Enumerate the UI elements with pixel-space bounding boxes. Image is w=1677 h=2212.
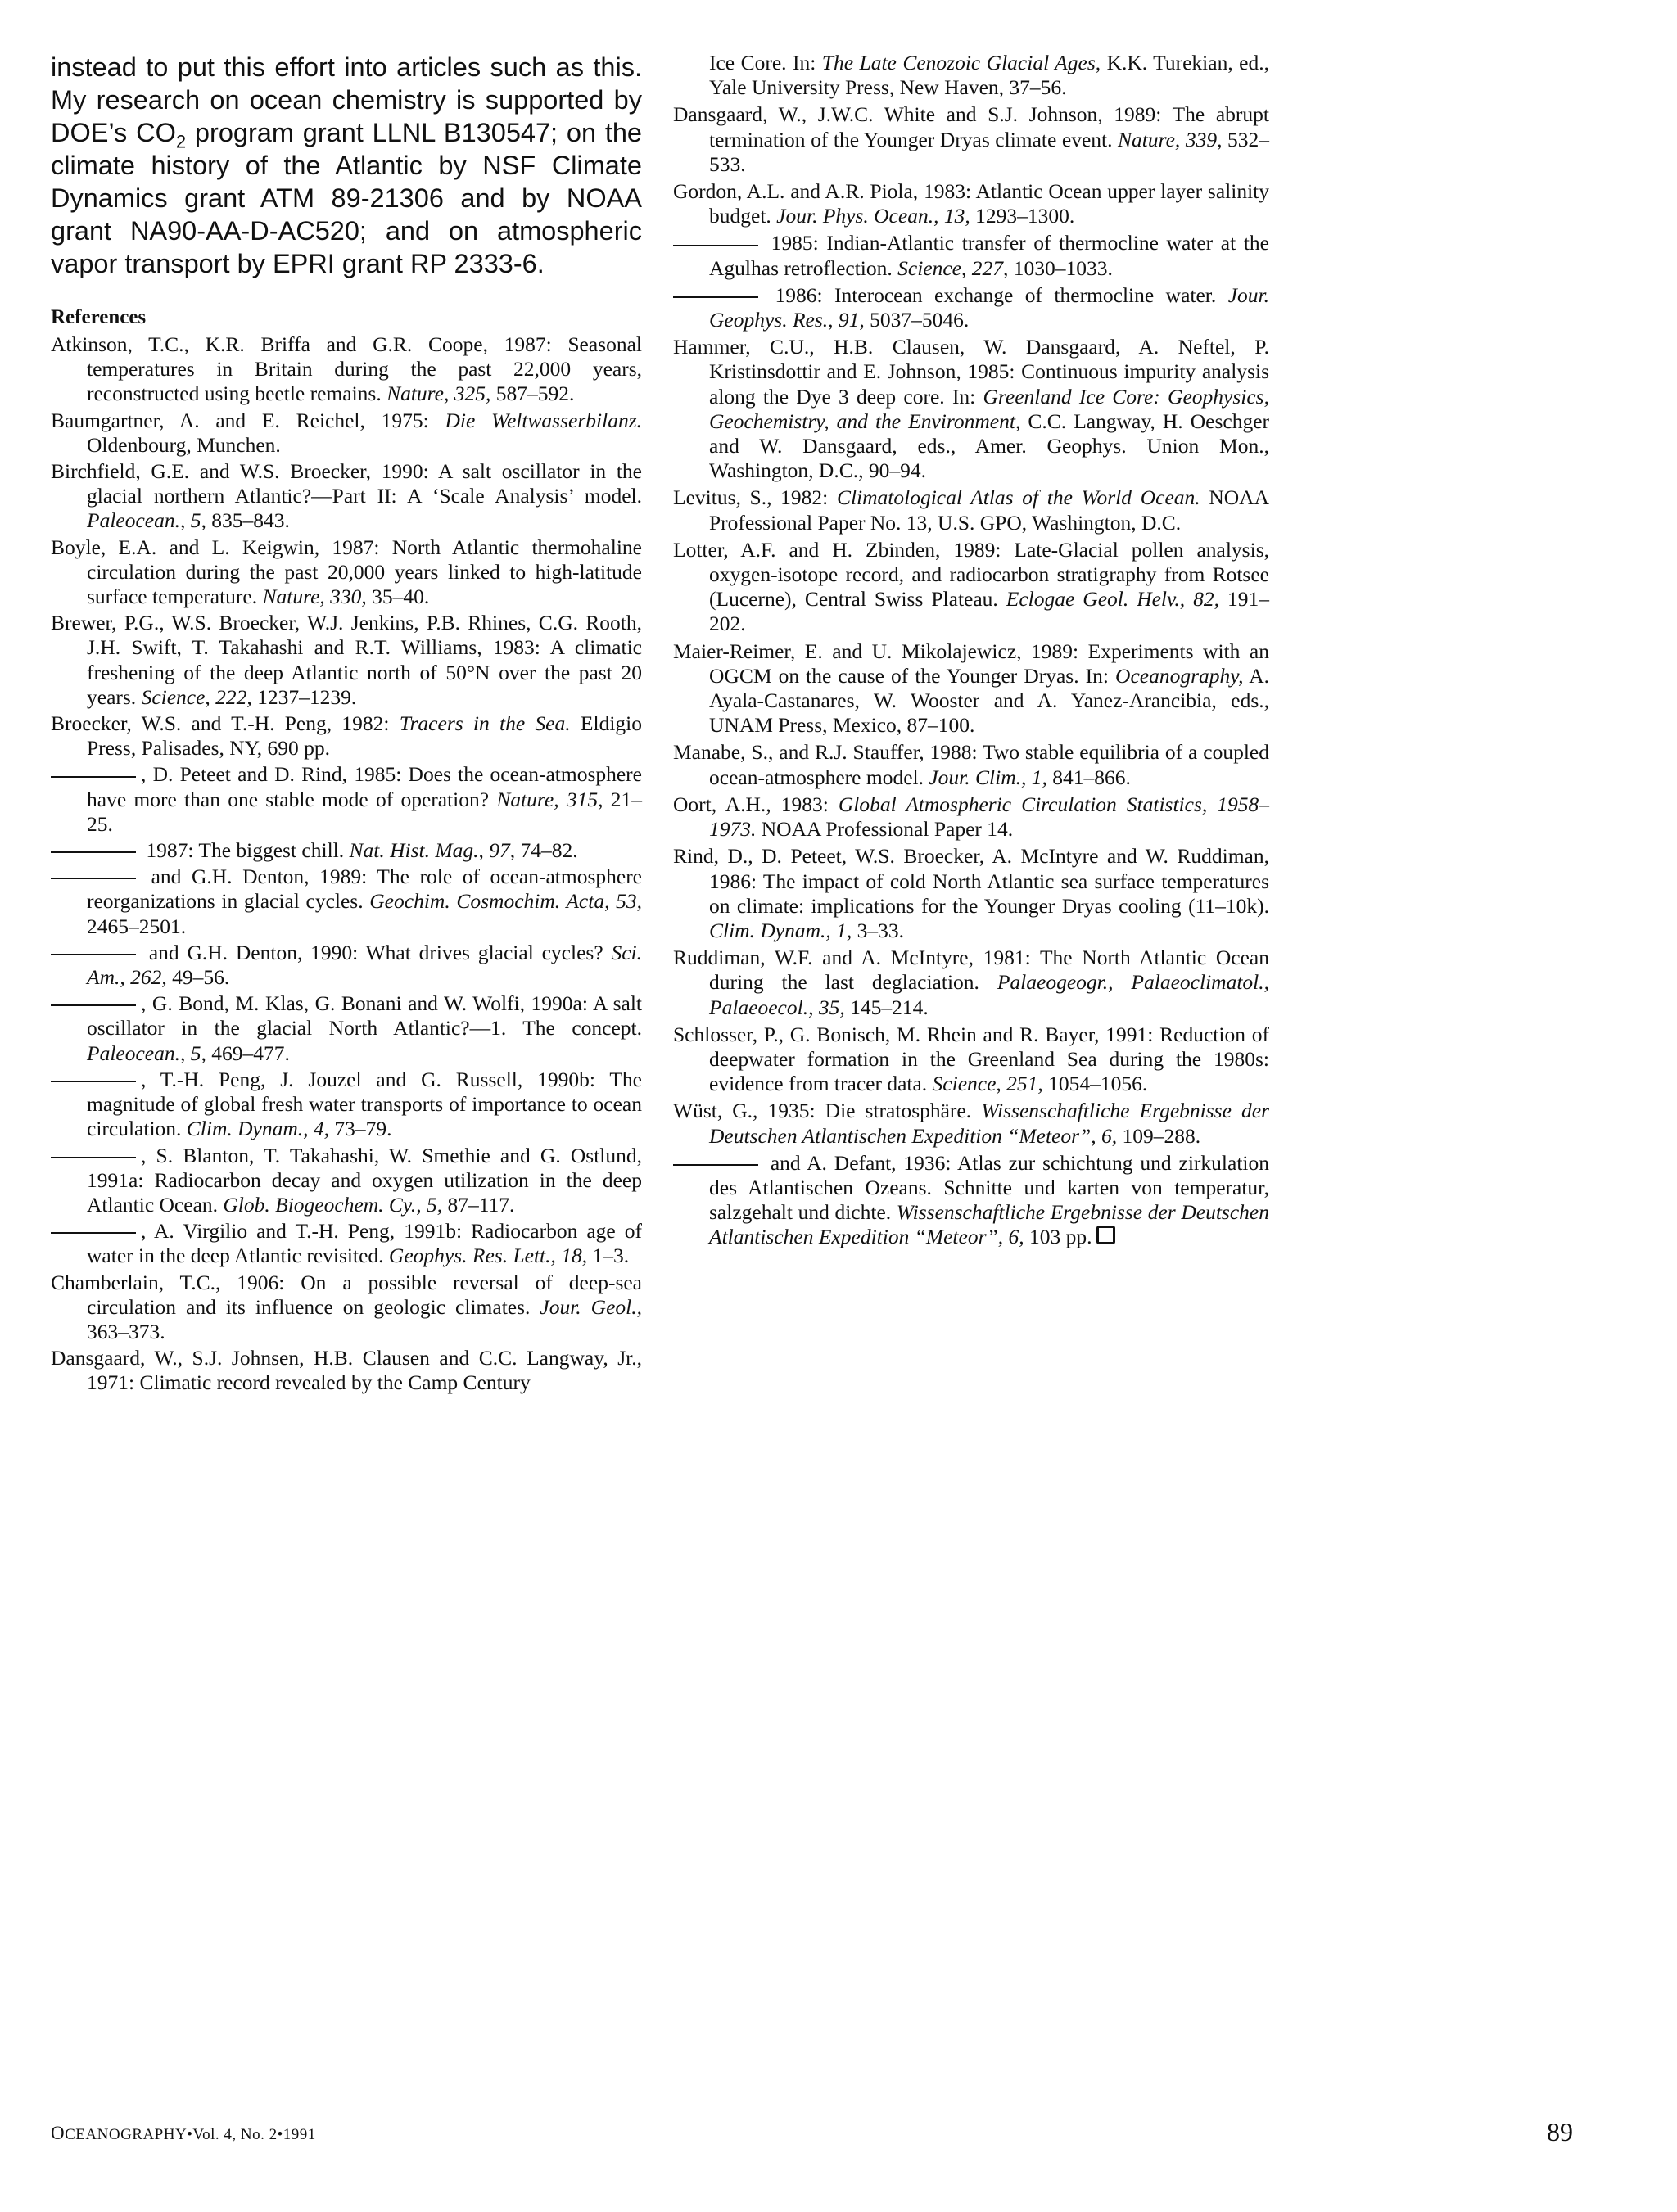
reference-pages: 103 pp. <box>1024 1225 1092 1249</box>
reference-italic: Jour. Geophys. Res., 91, <box>709 282 1269 332</box>
repeated-author-rule <box>673 1164 758 1166</box>
reference-text: and A. Defant, 1936: Atlas zur schichtung und zirkulation des Atlantischen Ozeans. Schnitte und karten von temperatur, salzgehalt und dichte. <box>709 1150 1269 1225</box>
repeated-author-rule <box>51 776 136 778</box>
reference-pages: Oldenbourg, Munchen. <box>87 432 281 457</box>
reference-text: Levitus, S., 1982: <box>673 485 837 510</box>
reference-pages: 145–214. <box>844 995 929 1019</box>
reference-text: Wüst, G., 1935: Die stratosphäre. <box>673 1099 982 1123</box>
reference-pages: K.K. Turekian, ed., Yale University Press, New Haven, 37–56. <box>709 51 1269 100</box>
reference-text: Oort, A.H., 1983: <box>673 792 838 816</box>
reference-italic: Jour. Geol., <box>540 1294 642 1319</box>
reference-entry <box>51 409 642 458</box>
reference-entry <box>51 535 642 610</box>
repeated-author-rule <box>51 954 136 955</box>
reference-italic: Sci. Am., 262, <box>87 940 642 990</box>
reference-text: Dansgaard, W., S.J. Johnsen, H.B. Clausen and C.C. Langway, Jr., 1971: Climatic record revealed by the Camp Century <box>51 1346 642 1395</box>
reference-entry <box>673 538 1269 637</box>
journal-footer-initial: O <box>51 2123 66 2143</box>
reference-pages: 35–40. <box>366 585 430 609</box>
reference-text: , S. Blanton, T. Takahashi, W. Smethie and G. Ostlund, 1991a: Radiocarbon decay and oxygen utilization in the deep Atlantic Ocean. <box>87 1143 642 1217</box>
reference-italic: Clim. Dynam., 4, <box>186 1117 330 1141</box>
reference-entry <box>673 946 1269 1020</box>
reference-italic: Nature, 315, <box>496 787 603 811</box>
reference-pages: A. Ayala-Castanares, W. Wooster and A. Yanez-Arancibia, eds., UNAM Press, Mexico, 87–100. <box>709 663 1270 738</box>
reference-entry <box>51 1144 642 1218</box>
reference-pages: NOAA Professional Paper No. 13, U.S. GPO, Washington, D.C. <box>709 485 1269 535</box>
reference-pages: 835–843. <box>206 508 290 533</box>
reference-text: Dansgaard, W., J.W.C. White and S.J. Johnson, 1989: The abrupt termination of the Younger Dryas climate event. <box>673 102 1269 151</box>
reference-text: Manabe, S., and R.J. Stauffer, 1988: Two stable equilibria of a coupled ocean-atmosphere model. <box>673 740 1269 789</box>
end-of-article-icon <box>1096 1226 1115 1244</box>
reference-entry <box>51 941 642 990</box>
reference-italic: Climatological Atlas of the World Ocean. <box>836 485 1200 510</box>
reference-entry <box>673 335 1269 483</box>
reference-text: and G.H. Denton, 1989: The role of ocean-atmosphere reorganizations in glacial cycles. <box>87 864 642 914</box>
reference-italic: Oceanography, <box>1115 663 1244 688</box>
reference-pages: 3–33. <box>852 918 904 942</box>
reference-pages: 74–82. <box>515 838 578 863</box>
reference-text: Baumgartner, A. and E. Reichel, 1975: <box>51 408 445 432</box>
reference-entry <box>51 611 642 710</box>
reference-entry <box>673 1022 1269 1097</box>
reference-pages: 1237–1239. <box>251 684 357 709</box>
reference-entry <box>673 231 1269 280</box>
reference-italic: Nature, 339, <box>1118 127 1223 151</box>
page-number: 89 <box>1547 2117 1573 2147</box>
reference-italic: Jour. Phys. Ocean., 13, <box>776 204 970 228</box>
reference-text: Maier-Reimer, E. and U. Mikolajewicz, 1989: Experiments with an OGCM on the cause of the Younger Dryas. In: <box>673 639 1269 688</box>
reference-pages: 1030–1033. <box>1008 255 1113 280</box>
reference-entry <box>673 102 1269 177</box>
acknowledgment-subscript: 2 <box>175 131 187 152</box>
repeated-author-rule <box>51 1081 136 1082</box>
reference-italic: Wissenschaftliche Ergebnisse der Deutschen Atlantischen Expedition “Meteor”, 6, <box>709 1099 1269 1148</box>
reference-text: 1986: Interocean exchange of thermocline water. <box>763 282 1228 307</box>
reference-text: Ruddiman, W.F. and A. McIntyre, 1981: The North Atlantic Ocean during the last deglaciation. <box>673 946 1269 995</box>
reference-text: Hammer, C.U., H.B. Clausen, W. Dansgaard, A. Neftel, P. Kristinsdottir and E. Johnson, 1985: Continuous impurity analysis along the Dye 3 deep core. In: <box>673 335 1269 409</box>
right-reference-list <box>673 51 1269 1250</box>
reference-entry <box>51 459 642 534</box>
reference-text: Boyle, E.A. and L. Keigwin, 1987: North Atlantic thermohaline circulation during the past 20,000 years linked to high-latitude surface temperature. <box>51 535 642 609</box>
acknowledgment-text-2: program grant LLNL B130547; on the climate history of the Atlantic by NSF Climate Dynamics grant ATM 89-21306 and by NOAA grant NA90-AA-D-AC520; and on atmospheric vapor transport by EPRI grant RP 2333-6. <box>51 118 643 278</box>
reference-text: Gordon, A.L. and A.R. Piola, 1983: Atlantic Ocean upper layer salinity budget. <box>673 179 1269 228</box>
reference-italic: Tracers in the Sea. <box>399 711 571 736</box>
reference-italic: Science, 251, <box>932 1072 1043 1096</box>
reference-text: Schlosser, P., G. Bonisch, M. Rhein and R. Bayer, 1991: Reduction of deepwater formation in the Greenland Sea during the 1980s: evidence from tracer data. <box>673 1022 1269 1096</box>
reference-entry <box>51 1219 642 1268</box>
reference-italic: Eclogae Geol. Helv., 82, <box>1006 587 1220 612</box>
reference-entry <box>673 179 1269 228</box>
reference-italic: Science, 222, <box>141 684 252 709</box>
reference-italic: Palaeogeogr., Palaeoclimatol., Palaeoecol., 35, <box>709 970 1269 1019</box>
reference-text: , A. Virgilio and T.-H. Peng, 1991b: Radiocarbon age of water in the deep Atlantic revisited. <box>87 1219 642 1268</box>
reference-pages: 5037–5046. <box>864 308 970 332</box>
reference-italic: Jour. Clim., 1, <box>929 765 1047 789</box>
reference-text: , G. Bond, M. Klas, G. Bonani and W. Wolfi, 1990a: A salt oscillator in the glacial North Atlantic?—1. The concept. <box>87 991 642 1041</box>
reference-pages: 841–866. <box>1046 765 1131 789</box>
reference-pages: 87–117. <box>442 1192 515 1217</box>
reference-pages: 21–25. <box>87 787 643 836</box>
reference-text: Lotter, A.F. and H. Zbinden, 1989: Late-Glacial pollen analysis, oxygen-isotope record, and radiocarbon stratigraphy from Rotsee (Lucerne), Central Swiss Plateau. <box>673 537 1269 612</box>
reference-italic: Wissenschaftliche Ergebnisse der Deutschen Atlantischen Expedition “Meteor”, 6, <box>709 1200 1269 1249</box>
reference-italic: Nature, 330, <box>262 585 367 609</box>
reference-pages: 191–202. <box>709 587 1269 636</box>
repeated-author-rule <box>51 1232 136 1234</box>
reference-italic: Paleocean., 5, <box>87 1041 206 1065</box>
reference-entry <box>51 762 642 837</box>
reference-italic: Geochim. Cosmochim. Acta, 53, <box>369 889 642 914</box>
reference-italic: Nat. Hist. Mag., 97, <box>349 838 516 863</box>
reference-italic: The Late Cenozoic Glacial Ages, <box>821 51 1101 74</box>
reference-entry <box>673 792 1269 842</box>
journal-footer <box>51 2123 316 2144</box>
reference-pages: 1054–1056. <box>1042 1072 1148 1096</box>
acknowledgment-text-1: instead to put this effort into articles such as this. My research on ocean chemistry is supported by DOE’s CO <box>51 52 642 147</box>
reference-entry <box>51 711 642 761</box>
reference-entry <box>51 332 642 407</box>
reference-pages: NOAA Professional Paper 14. <box>756 817 1014 842</box>
reference-italic: Clim. Dynam., 1, <box>709 918 852 942</box>
reference-pages: 587–592. <box>490 381 575 406</box>
reference-text: Brewer, P.G., W.S. Broecker, W.J. Jenkins, P.B. Rhines, C.G. Rooth, J.H. Swift, T. Takahashi and R.T. Williams, 1983: A climatic freshening of the deep Atlantic north of 50°N over the past 20 years. <box>51 611 642 709</box>
reference-entry <box>673 485 1269 535</box>
reference-entry <box>673 1151 1269 1250</box>
reference-entry <box>673 844 1269 943</box>
reference-pages: 363–373. <box>87 1319 165 1343</box>
reference-pages: C.C. Langway, H. Oeschger and W. Dansgaard, eds., Amer. Geophys. Union Mon., Washington, D.C., 90–94. <box>709 409 1269 483</box>
reference-entry <box>51 1068 642 1142</box>
reference-italic: Nature, 325, <box>386 381 491 406</box>
reference-entry <box>673 283 1269 332</box>
reference-pages: 469–477. <box>206 1041 290 1065</box>
reference-entry <box>673 51 1269 100</box>
reference-pages: 49–56. <box>166 965 230 990</box>
left-reference-list <box>51 332 642 1396</box>
reference-text: Rind, D., D. Peteet, W.S. Broecker, A. McIntyre and W. Ruddiman, 1986: The impact of cold North Atlantic sea surface temperatures on climate: implications for the Younger Dryas cooling (11–10k). <box>673 844 1269 918</box>
reference-text: Birchfield, G.E. and W.S. Broecker, 1990: A salt oscillator in the glacial northern Atlantic?—Part II: A ‘Scale Analysis’ model. <box>51 459 642 508</box>
reference-italic: Geophys. Res. Lett., 18, <box>388 1244 588 1268</box>
reference-pages: 1–3. <box>587 1244 630 1268</box>
reference-italic: Global Atmospheric Circulation Statistics, 1958–1973. <box>709 792 1270 842</box>
reference-entry <box>673 740 1269 789</box>
right-column <box>673 51 1269 1253</box>
reference-text: 1987: The biggest chill. <box>141 838 350 863</box>
reference-italic: Greenland Ice Core: Geophysics, Geochemistry, and the Environment, <box>709 384 1269 433</box>
reference-entry <box>51 838 642 863</box>
reference-text: Ice Core. In: <box>709 51 822 74</box>
repeated-author-rule <box>51 878 136 879</box>
reference-entry <box>51 1271 642 1345</box>
reference-pages: 1293–1300. <box>970 204 1075 228</box>
reference-pages: 532–533. <box>709 127 1269 176</box>
reference-italic: Glob. Biogeochem. Cy., 5, <box>223 1192 443 1217</box>
reference-pages: Eldigio Press, Palisades, NY, 690 pp. <box>87 711 642 761</box>
reference-entry <box>51 991 642 1066</box>
repeated-author-rule <box>51 1004 136 1006</box>
references-heading: References <box>51 306 147 328</box>
reference-pages: 73–79. <box>329 1117 392 1141</box>
left-column <box>51 51 642 1397</box>
reference-entry <box>51 1346 642 1395</box>
reference-text: Atkinson, T.C., K.R. Briffa and G.R. Coope, 1987: Seasonal temperatures in Britain during the past 22,000 years, reconstructed using beetle remains. <box>51 332 642 406</box>
journal-footer-text: CEANOGRAPHY•Vol. 4, No. 2•1991 <box>65 2126 316 2143</box>
reference-text: and G.H. Denton, 1990: What drives glacial cycles? <box>141 940 612 964</box>
repeated-author-rule <box>51 851 136 853</box>
reference-text: , T.-H. Peng, J. Jouzel and G. Russell, 1990b: The magnitude of global fresh water transports of importance to ocean circulation. <box>87 1067 642 1141</box>
reference-pages: 109–288. <box>1117 1123 1201 1148</box>
reference-italic: Die Weltwasserbilanz. <box>445 408 642 432</box>
reference-entry <box>51 864 642 939</box>
reference-text: Chamberlain, T.C., 1906: On a possible reversal of deep-sea circulation and its influence on geologic climates. <box>51 1270 642 1319</box>
reference-text: 1985: Indian-Atlantic transfer of thermocline water at the Agulhas retroflection. <box>709 231 1269 280</box>
repeated-author-rule <box>673 296 758 298</box>
repeated-author-rule <box>673 245 758 246</box>
reference-pages: 2465–2501. <box>87 914 187 938</box>
acknowledgment-paragraph <box>51 51 642 280</box>
reference-text: , D. Peteet and D. Rind, 1985: Does the ocean-atmosphere have more than one stable mode of operation? <box>87 762 642 811</box>
reference-entry <box>673 639 1269 738</box>
reference-entry <box>673 1099 1269 1148</box>
reference-italic: Paleocean., 5, <box>87 508 206 533</box>
reference-italic: Science, 227, <box>897 255 1009 280</box>
repeated-author-rule <box>51 1157 136 1158</box>
reference-text: Broecker, W.S. and T.-H. Peng, 1982: <box>51 711 400 736</box>
